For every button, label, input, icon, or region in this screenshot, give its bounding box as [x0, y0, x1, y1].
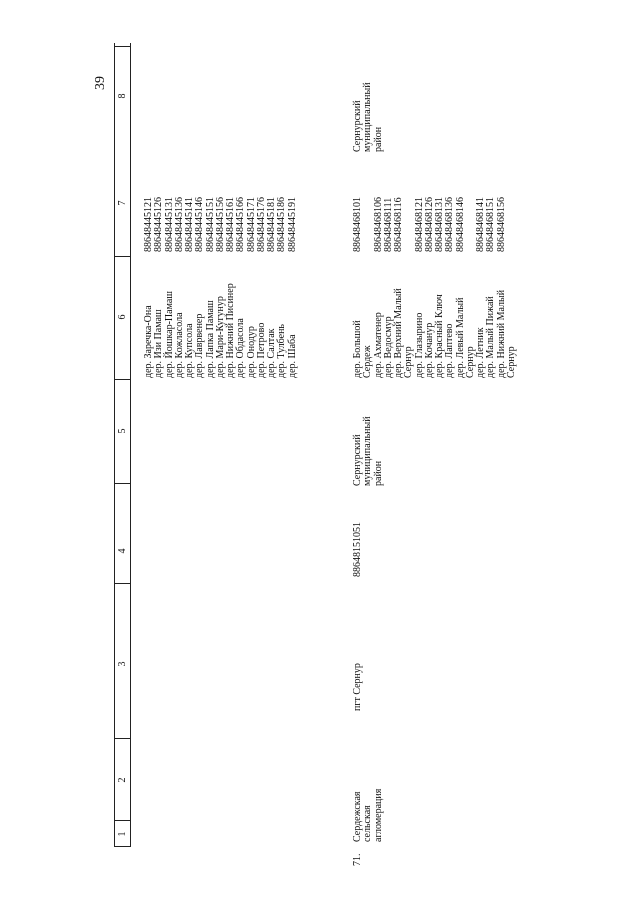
- settlement-name: дер. Малый Пижай: [485, 296, 497, 378]
- settlement-name: дер. Обдасола: [235, 318, 247, 378]
- settlement-name: дер. Нижний Малый: [495, 289, 507, 378]
- oktmo-code: 88648445136: [173, 197, 185, 252]
- oktmo-code: 88648468131: [434, 197, 445, 252]
- settlement-name: Сернур: [464, 346, 476, 378]
- settlement-name: Сернур: [403, 346, 415, 378]
- settlement-name: дер. Лаврвенер: [194, 313, 206, 378]
- column-header-6: 6: [116, 314, 128, 320]
- table-rule: [114, 43, 115, 847]
- settlement-name: дер. Салтак: [266, 328, 277, 378]
- oktmo-code: 88648445121: [143, 197, 154, 252]
- settlement-name: дер. Лаптево: [444, 323, 456, 378]
- settlement-name: дер. Лапка Памаш: [204, 300, 216, 378]
- settlement-name: дер. Ведосмур: [382, 316, 394, 378]
- oktmo-code: 88648445151: [204, 197, 216, 252]
- column-header-5: 5: [116, 428, 128, 434]
- table-rule: [114, 738, 130, 739]
- settlement-name: Сернур: [505, 346, 517, 378]
- oktmo-code: 88648445141: [184, 197, 195, 252]
- settlement-name: дер. Йошкар-Памаш: [163, 291, 175, 378]
- column-header-7: 7: [116, 200, 128, 206]
- oktmo-code: 88648445156: [214, 197, 226, 252]
- oktmo-code: [507, 197, 517, 252]
- oktmo-code: 88648468146: [454, 197, 466, 252]
- table-rule: [114, 483, 130, 484]
- settlement-name: дер. Кочанур: [423, 322, 435, 378]
- oktmo-code: 88648468136: [444, 197, 456, 252]
- settlement-name: дер. Петрово: [255, 322, 267, 378]
- settlement-name: дер. Большой: [352, 320, 363, 378]
- table-rule: [114, 46, 130, 47]
- column-header-4: 4: [116, 548, 128, 554]
- table-rule: [114, 379, 130, 380]
- settlement-name: дер. Кожласола: [173, 312, 185, 378]
- oktmo-code: 88648445166: [235, 197, 247, 252]
- settlement-name: дер. Изи Памаш: [153, 309, 165, 378]
- settlement-name: дер. Левый Малый: [454, 297, 466, 378]
- settlement-name: дер. Мари-Кугунур: [214, 296, 226, 378]
- oktmo-code: 88648445186: [276, 197, 288, 252]
- settlement-name: дер. Шаба: [286, 334, 298, 378]
- oktmo-code: 88648468116: [393, 197, 404, 252]
- column-header-1: 1: [116, 831, 128, 837]
- settlement-name: дер. Онодур: [245, 326, 257, 378]
- settlement-name: дер. Верхний Малый: [393, 288, 404, 378]
- oktmo-code: 88648468101: [352, 197, 363, 252]
- oktmo-code: 88648445131: [163, 197, 175, 252]
- oktmo-code: 88648468106: [372, 197, 384, 252]
- settlement-name: дер. Нижний Писинер: [225, 283, 236, 378]
- column-header-8: 8: [116, 93, 128, 99]
- oktmo-code: 88648445181: [266, 197, 277, 252]
- oktmo-code: [363, 197, 373, 252]
- settlement-name: дер. Ахматенер: [372, 312, 384, 378]
- oktmo-code: 88648468141: [475, 197, 486, 252]
- table-rule: [114, 583, 130, 584]
- settlement-name: дер. Купсола: [184, 323, 195, 378]
- oktmo-code: 88648468156: [495, 197, 507, 252]
- table-rule: [114, 820, 130, 821]
- settlement-name: дер. Красный Ключ: [434, 294, 445, 378]
- table-rule: [114, 846, 130, 847]
- oktmo-code: 88648468121: [413, 197, 425, 252]
- oktmo-code: 88648468111: [382, 197, 394, 252]
- settlement-name: дер. Глазырино: [413, 312, 425, 378]
- oktmo-code: [404, 197, 414, 252]
- table-rule: [130, 43, 131, 847]
- oktmo-code: 88648445126: [153, 197, 165, 252]
- oktmo-code: 88648468126: [423, 197, 435, 252]
- settlement-name: дер. Тулбень: [276, 324, 288, 378]
- settlement-name: Сердеж: [362, 345, 374, 378]
- column-header-2: 2: [116, 777, 128, 783]
- oktmo-code: 88648445176: [255, 197, 267, 252]
- column-header-3: 3: [116, 661, 128, 667]
- oktmo-code: 88648445146: [194, 197, 206, 252]
- oktmo-code: 88648445171: [245, 197, 257, 252]
- page-number: 39: [93, 76, 108, 90]
- oktmo-code: 88648445161: [225, 197, 236, 252]
- table-rule: [114, 256, 130, 257]
- settlement-name: дер. Заречка-Она: [143, 305, 154, 378]
- oktmo-code: 88648468151: [485, 197, 497, 252]
- settlement-name: дер. Летник: [475, 327, 486, 378]
- oktmo-code: 88648445191: [286, 197, 298, 252]
